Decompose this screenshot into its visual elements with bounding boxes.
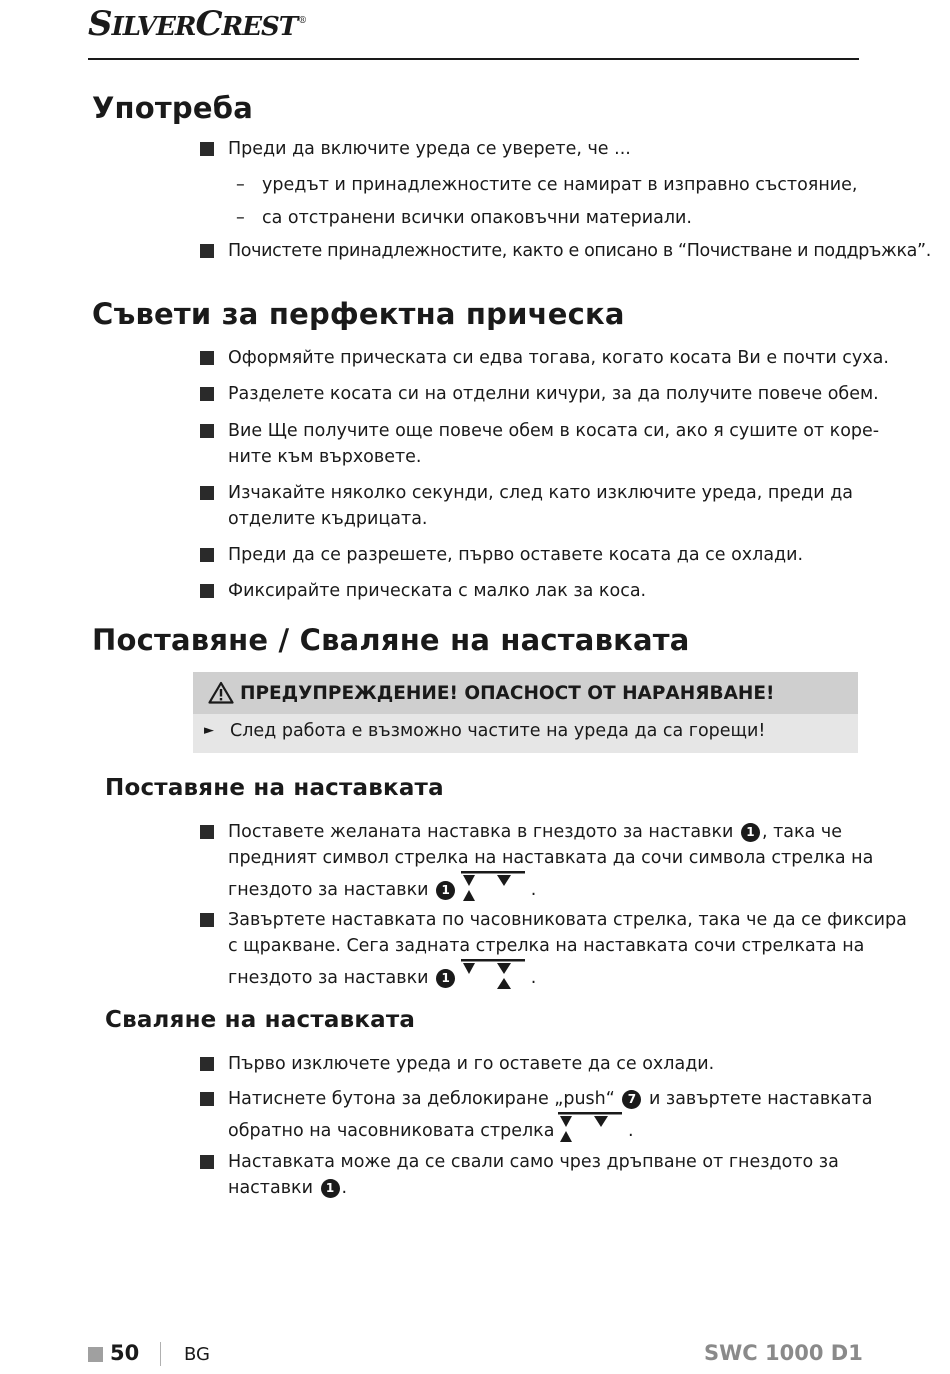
reference-number-1: 1 (436, 969, 455, 988)
bullet-square-icon (200, 913, 214, 927)
language-code: BG (184, 1344, 210, 1365)
bullet-square-icon (200, 351, 214, 365)
brand-logo: SILVERCREST® (88, 4, 307, 44)
page-number: 50 (110, 1341, 140, 1365)
bullet-square-icon (200, 1155, 214, 1169)
reference-number-1: 1 (321, 1179, 340, 1198)
play-arrow-icon: ► (204, 723, 214, 738)
heading-attach-remove: Поставяне / Сваляне на наставката (92, 623, 690, 657)
bullet-square-icon (200, 244, 214, 258)
model-number: SWC 1000 D1 (704, 1341, 863, 1365)
arrow-align-front-icon (461, 871, 525, 903)
bullet-square-icon (200, 424, 214, 438)
warning-header (193, 672, 858, 714)
heading-tips: Съвети за перфектна прическа (92, 297, 625, 331)
bullet-square-icon (200, 142, 214, 156)
bullet-square-icon (200, 486, 214, 500)
warning-triangle-icon (208, 681, 234, 704)
header-divider (88, 58, 859, 60)
heading-usage: Употреба (92, 91, 253, 125)
footer-divider (160, 1342, 161, 1366)
bullet-square-icon (200, 825, 214, 839)
footer-square-icon (88, 1347, 103, 1362)
bullet-square-icon (200, 387, 214, 401)
heading-remove: Сваляне на наставката (105, 1007, 416, 1033)
reference-number-1: 1 (741, 823, 760, 842)
warning-text: След работа е възможно частите на уреда да са горещи! (230, 721, 766, 741)
arrow-release-icon (558, 1112, 622, 1144)
warning-title: ПРЕДУПРЕЖДЕНИЕ! ОПАСНОСТ ОТ НАРАНЯВАНЕ! (240, 683, 775, 704)
reference-number-7: 7 (622, 1090, 641, 1109)
bullet-square-icon (200, 1092, 214, 1106)
heading-attach: Поставяне на наставката (105, 775, 444, 801)
warning-body (193, 714, 858, 753)
arrow-align-back-icon (461, 959, 525, 991)
bullet-square-icon (200, 548, 214, 562)
reference-number-1: 1 (436, 881, 455, 900)
bullet-square-icon (200, 1057, 214, 1071)
bullet-square-icon (200, 584, 214, 598)
